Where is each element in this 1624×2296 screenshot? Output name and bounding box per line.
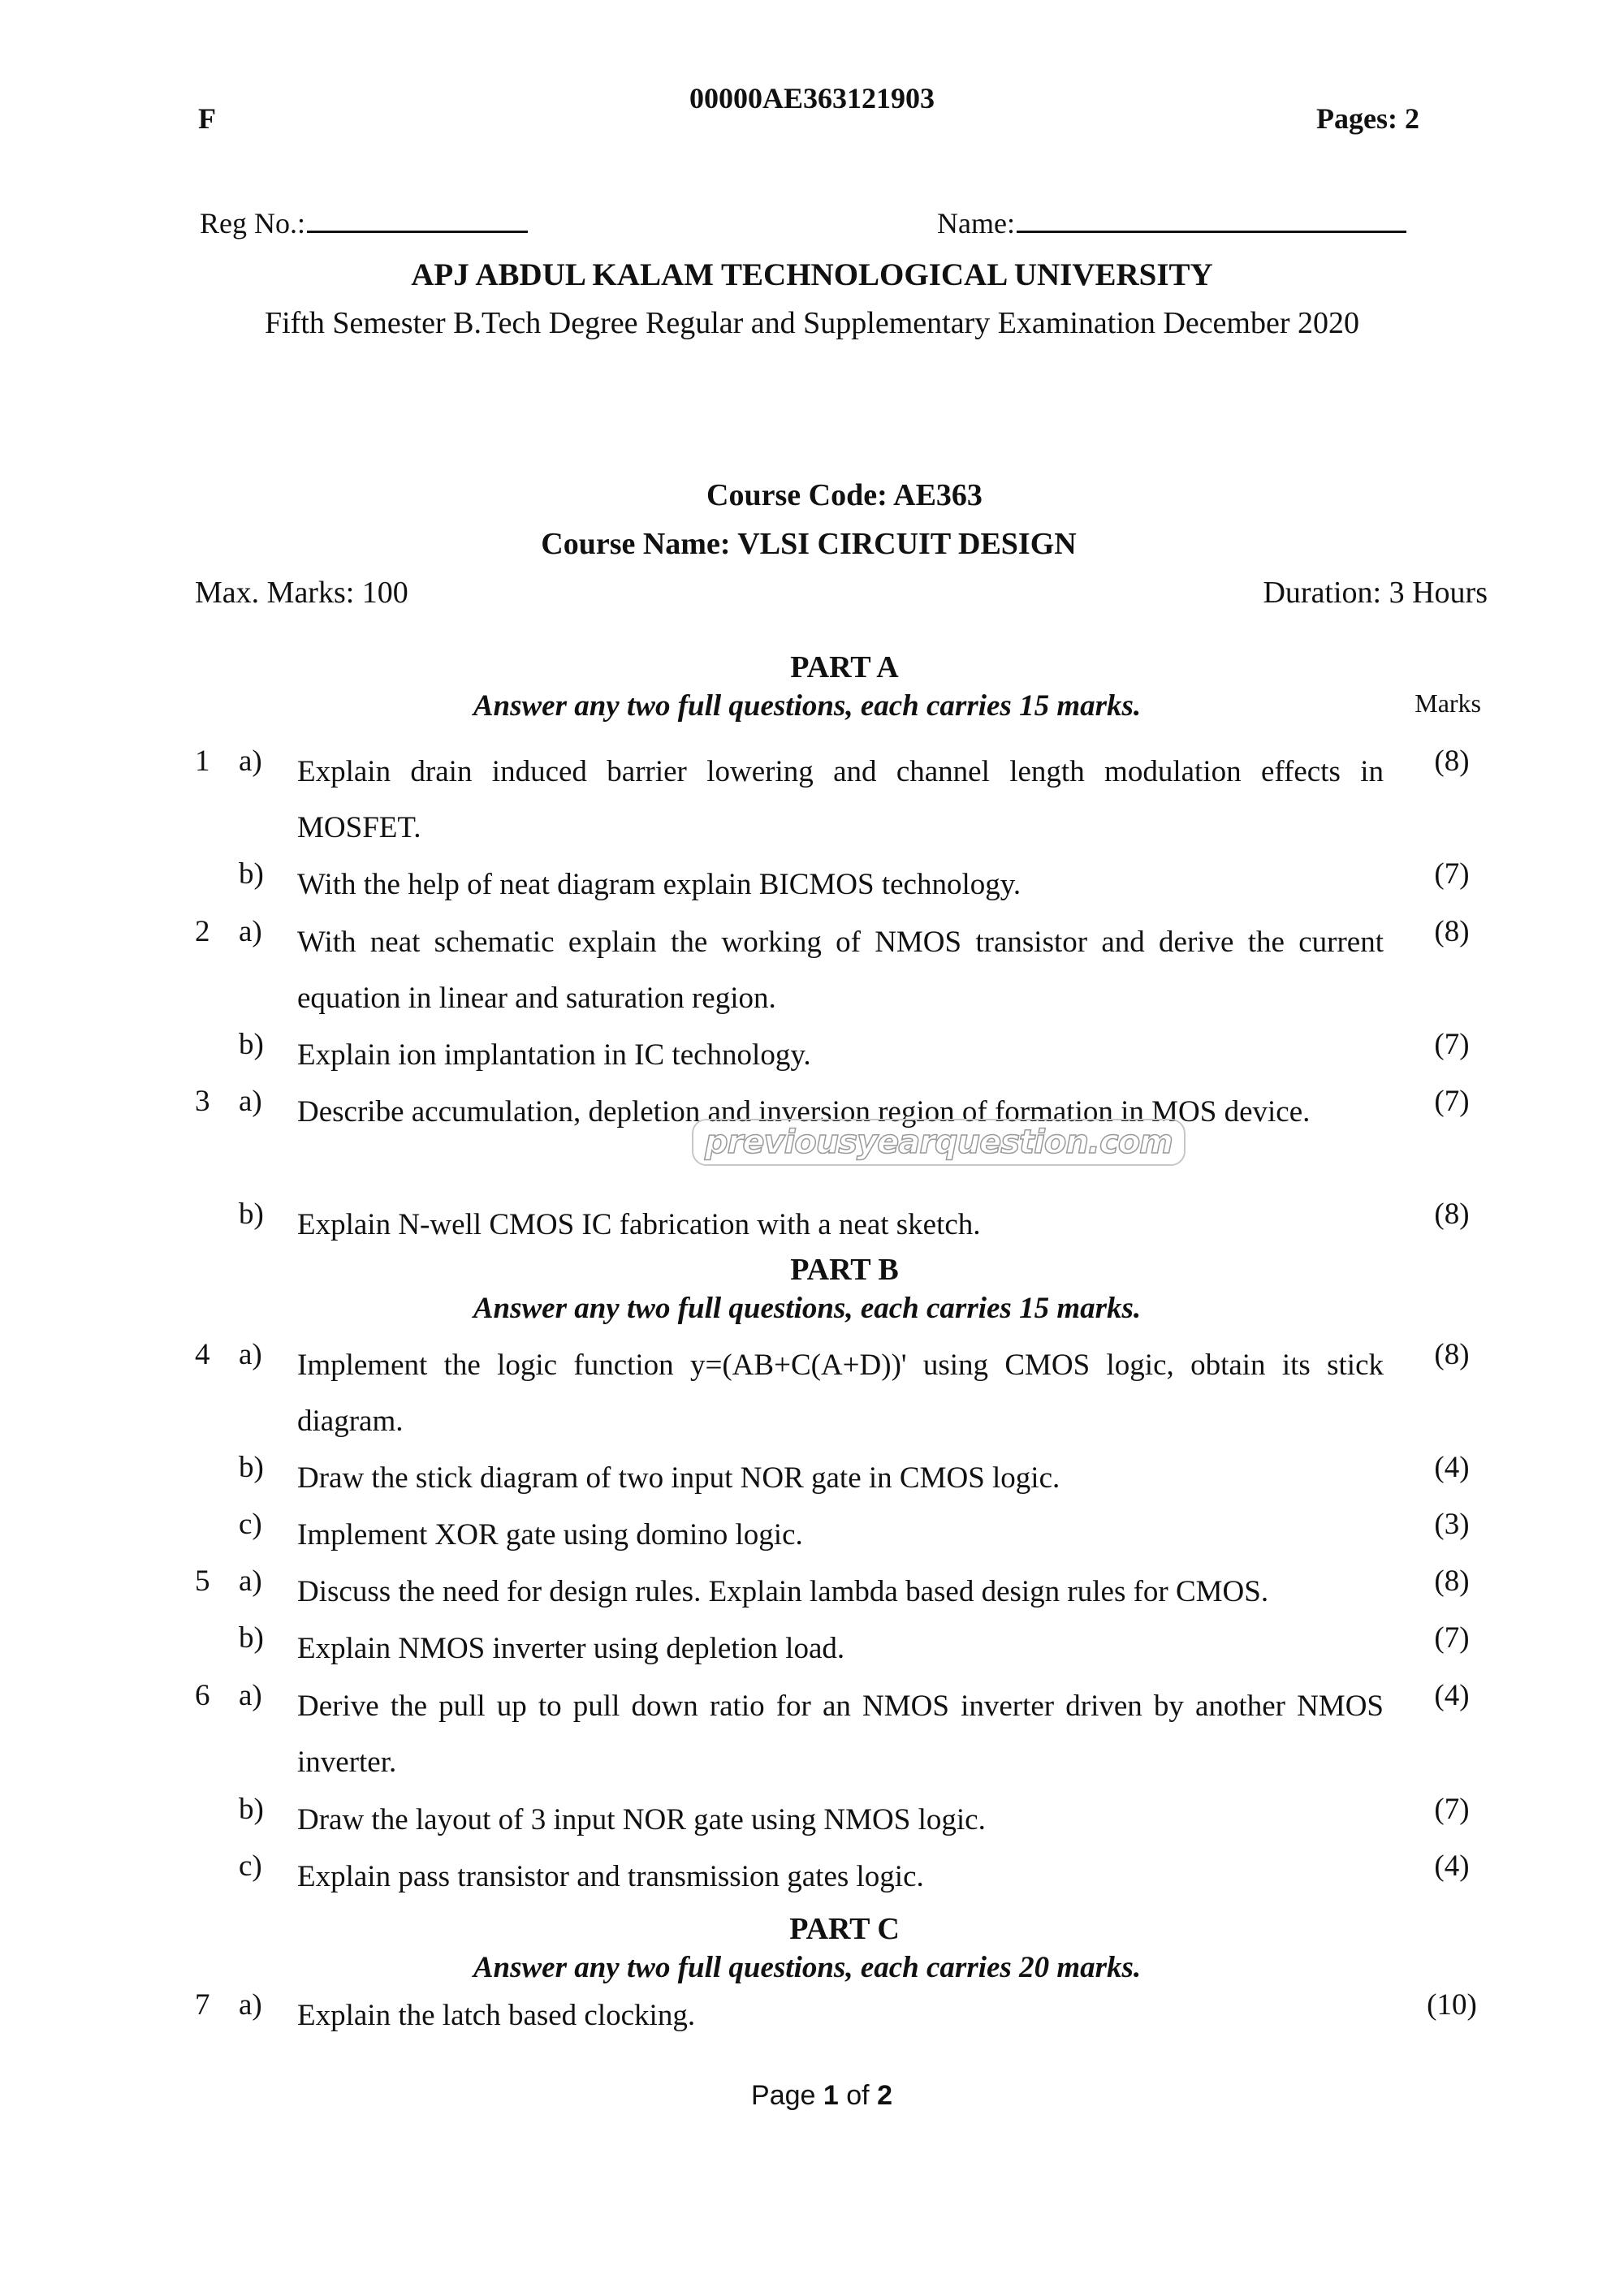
question-marks: (7)	[1434, 1085, 1470, 1118]
question-number: 4	[195, 1338, 210, 1371]
question-text: Derive the pull up to pull down ratio for an NMOS inverter driven by another NMOS inverter.	[297, 1690, 1384, 1779]
question-marks: (8)	[1434, 1564, 1470, 1598]
question-sub-label: a)	[239, 1085, 262, 1118]
question-marks: (7)	[1434, 1028, 1470, 1061]
question-text: Draw the stick diagram of two input NOR gate in CMOS logic.	[297, 1461, 1060, 1495]
watermark-logo: previousyearquestion.com	[692, 1119, 1186, 1166]
page-count: Pages: 2	[1316, 102, 1419, 135]
university-name: APJ ABDUL KALAM TECHNOLOGICAL UNIVERSITY	[411, 257, 1213, 292]
question-number: 3	[195, 1085, 210, 1118]
question-sub-label: a)	[239, 1338, 262, 1371]
footer-total-pages: 2	[877, 2080, 892, 2111]
question-marks: (3)	[1434, 1508, 1470, 1541]
question-text: Implement the logic function y=(AB+C(A+D))' using CMOS logic, obtain its stick diagram.	[297, 1349, 1384, 1438]
question-marks: (8)	[1434, 915, 1470, 948]
question-marks: (4)	[1434, 1849, 1470, 1883]
question-text: Explain the latch based clocking.	[297, 1999, 696, 2032]
question-sub-label: a)	[239, 1988, 262, 2022]
question-number: 2	[195, 915, 210, 948]
question-text: Explain drain induced barrier lowering and channel length modulation effects in MOSFET.	[297, 755, 1384, 844]
name-label: Name:	[937, 207, 1015, 240]
question-number: 5	[195, 1564, 210, 1598]
question-marks: (7)	[1434, 857, 1470, 891]
question-marks: (10)	[1427, 1988, 1477, 2022]
question-marks: (8)	[1434, 744, 1470, 778]
question-sub-label: c)	[239, 1508, 262, 1541]
part-a-title: PART A	[790, 650, 899, 684]
course-name: Course Name: VLSI CIRCUIT DESIGN	[541, 527, 1077, 561]
course-code: Course Code: AE363	[706, 478, 983, 512]
question-text: With neat schematic explain the working of NMOS transistor and derive the current equation in linear and saturation region.	[297, 926, 1384, 1015]
question-text: Describe accumulation, depletion and inversion region of formation in MOS device.	[297, 1095, 1311, 1129]
question-text: Discuss the need for design rules. Explain lambda based design rules for CMOS.	[297, 1575, 1269, 1608]
question-marks: (4)	[1434, 1451, 1470, 1484]
question-number: 6	[195, 1679, 210, 1712]
question-marks: (8)	[1434, 1198, 1470, 1231]
reg-no-label: Reg No.:	[200, 207, 305, 240]
question-set-label: F	[198, 102, 216, 135]
question-text: Explain ion implantation in IC technology.	[297, 1038, 811, 1072]
question-marks: (8)	[1434, 1338, 1470, 1371]
question-text: Explain pass transistor and transmission gates logic.	[297, 1860, 924, 1893]
part-a-instruction: Answer any two full questions, each carries 15 marks.	[473, 689, 1142, 723]
footer-current-page: 1	[823, 2080, 839, 2111]
question-text: Explain NMOS inverter using depletion load.	[297, 1632, 845, 1665]
question-sub-label: c)	[239, 1849, 262, 1883]
part-b-instruction: Answer any two full questions, each carries 15 marks.	[473, 1292, 1142, 1325]
question-sub-label: b)	[239, 1028, 264, 1061]
part-c-instruction: Answer any two full questions, each carries 20 marks.	[473, 1951, 1142, 1984]
question-text: Explain N-well CMOS IC fabrication with a neat sketch.	[297, 1208, 981, 1241]
max-marks: Max. Marks: 100	[195, 576, 408, 610]
duration: Duration: 3 Hours	[1263, 576, 1488, 610]
name-blank	[1017, 209, 1406, 233]
paper-code: 00000AE363121903	[689, 82, 935, 114]
question-number: 1	[195, 744, 210, 778]
question-text: Implement XOR gate using domino logic.	[297, 1518, 803, 1552]
footer-of-word: of	[846, 2080, 870, 2111]
reg-no-blank	[307, 209, 528, 233]
question-sub-label: b)	[239, 1793, 264, 1826]
question-sub-label: a)	[239, 1564, 262, 1598]
question-text: With the help of neat diagram explain BICMOS technology.	[297, 868, 1021, 901]
part-c-title: PART C	[789, 1912, 900, 1946]
question-sub-label: b)	[239, 857, 264, 891]
page-footer	[10, 2080, 1624, 2112]
footer-page-word: Page	[751, 2080, 816, 2111]
question-number: 7	[195, 1988, 210, 2022]
name-field	[937, 206, 1406, 240]
question-text: Draw the layout of 3 input NOR gate using NMOS logic.	[297, 1803, 986, 1836]
question-marks: (7)	[1434, 1621, 1470, 1655]
question-sub-label: a)	[239, 1679, 262, 1712]
exam-title: Fifth Semester B.Tech Degree Regular and Supplementary Examination December 2020	[264, 306, 1360, 340]
question-marks: (7)	[1434, 1793, 1470, 1826]
reg-no-field	[200, 206, 528, 240]
question-sub-label: b)	[239, 1451, 264, 1484]
question-sub-label: a)	[239, 915, 262, 948]
question-sub-label: b)	[239, 1198, 264, 1231]
question-marks: (4)	[1434, 1679, 1470, 1712]
marks-column-heading: Marks	[1415, 688, 1481, 718]
question-sub-label: b)	[239, 1621, 264, 1655]
question-sub-label: a)	[239, 744, 262, 778]
part-b-title: PART B	[790, 1253, 899, 1287]
